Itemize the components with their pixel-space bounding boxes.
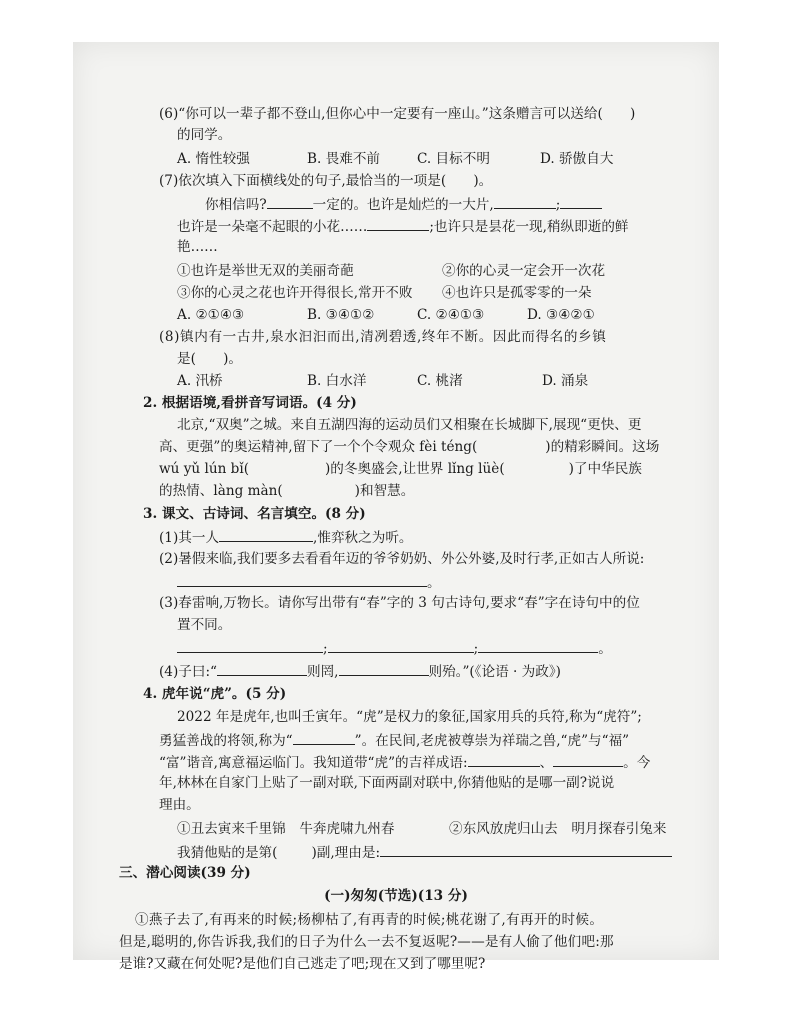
q3-blank-4[interactable] (328, 638, 474, 653)
q4-text: 勇猛善战的将领,称为“ (159, 733, 293, 749)
q7-choice-4: ④也许只是孤零零的一朵 (442, 285, 592, 301)
q7-choice-2: ②你的心灵一定会开一次花 (442, 263, 606, 279)
bleed-through-text (649, 112, 719, 492)
q2-text: )的冬奥盛会,让世界 lǐng lüè( (325, 461, 505, 477)
passage-line1: ①燕子去了,有再来的时候;杨柳枯了,有再青的时候;桃花谢了,有再开的时候。 (135, 912, 604, 928)
q3-blank-6[interactable] (217, 661, 307, 676)
q4-line2 (159, 730, 629, 750)
q7-text: 你相信吗? (205, 197, 267, 213)
q4-text: “富”谐音,寓意福运临门。我知道带“虎”的吉祥成语: (159, 755, 468, 771)
q8-option-d[interactable]: D. 涌泉 (542, 373, 589, 389)
q4-text: )副,理由是: (311, 845, 381, 861)
q4-line4: 年,林林在自家门上贴了一副对联,下面两副对联中,你猜他贴的是哪一副?说说 (159, 775, 615, 791)
q7-option-d[interactable]: D. ③④②① (527, 307, 595, 323)
q4-blank-2[interactable] (468, 752, 540, 767)
section3-title: 三、潜心阅读(39 分) (119, 865, 251, 881)
q2-text: 高、更强”的奥运精神,留下了一个个令观众 fèi téng( (159, 439, 478, 455)
q3-item3-answers (177, 638, 612, 658)
q7-text: ; (555, 197, 561, 213)
q7-blank-4[interactable] (367, 216, 429, 231)
q7-choices-row2 (177, 284, 592, 302)
q3-item4 (159, 661, 561, 681)
q7-text: ;也许只是昙花一现,稍纵即逝的鲜 (429, 219, 629, 235)
q2-text: )了中华民族 (568, 461, 642, 477)
q4-couplet-2: ②东风放虎归山去 明月探春引兔来 (449, 821, 667, 837)
q3-blank-1[interactable] (219, 527, 313, 542)
q8-stem-line2: 是( )。 (177, 351, 242, 367)
q7-blank-3[interactable] (560, 194, 602, 209)
passage-line2: 但是,聪明的,你告诉我,我们的日子为什么一去不复返呢?——是有人偷了他们吧:那 (119, 934, 614, 950)
q4-reason-blank[interactable] (380, 842, 672, 857)
reading-passage-title: (一)匆匆(节选)(13 分) (324, 888, 468, 904)
q2-text: )的精彩瞬间。这场 (545, 439, 660, 455)
q3-text: 。 (427, 575, 441, 591)
q2-line3 (159, 460, 642, 478)
q6-option-d[interactable]: D. 骄傲自大 (540, 151, 614, 167)
q7-option-b[interactable]: B. ③④①② (307, 307, 375, 323)
q7-blank-1[interactable] (267, 194, 313, 209)
q3-blank-7[interactable] (339, 661, 429, 676)
q3-item2: (2)暑假来临,我们要多去看看年迈的爷爷奶奶、外公外婆,及时行孝,正如古人所说: (159, 551, 645, 567)
q4-couplet-1: ①丑去寅来千里锦 牛奔虎啸九州春 (177, 821, 395, 837)
q7-passage-line1 (205, 194, 602, 214)
q6-stem-line1: (6)“你可以一辈子都不登山,但你心中一定要有一座山。”这条赠言可以送给( ) (159, 106, 636, 122)
q3-text: 。 (598, 641, 612, 657)
q4-line3 (159, 752, 650, 772)
q7-options (177, 306, 595, 324)
q3-item3: (3)春雷响,万物长。请你写出带有“春”字的 3 句古诗句,要求“春”字在诗句中的位 (159, 595, 640, 611)
q2-title: 2. 根据语境,看拼音写词语。(4 分) (143, 395, 357, 411)
q4-text: ”。在民间,老虎被尊崇为祥瑞之兽,“虎”与“福” (354, 733, 630, 749)
q4-blank-3[interactable] (553, 752, 623, 767)
q3-text: ; (473, 641, 479, 657)
q6-option-b[interactable]: B. 畏难不前 (307, 151, 381, 167)
q8-stem-line1: (8)镇内有一古井,泉水汩汩而出,清冽碧透,终年不断。因此而得名的乡镇 (159, 329, 607, 345)
q3-blank-5[interactable] (478, 638, 598, 653)
q3-item2-answer (177, 572, 441, 592)
q2-line1: 北京,“双奥”之城。来自五湖四海的运动员们又相聚在长城脚下,展现“更快、更 (177, 417, 642, 433)
q7-option-a[interactable]: A. ②①④③ (177, 307, 245, 323)
q3-text: ,惟弈秋之为听。 (313, 530, 413, 546)
q2-line4 (159, 482, 414, 500)
q3-text: (4)子曰:“ (159, 664, 217, 680)
q3-item3-line2: 置不同。 (177, 617, 232, 633)
q7-choices-row1 (177, 262, 605, 280)
q6-option-a[interactable]: A. 惰性较强 (177, 151, 250, 167)
q6-stem-line2: 的同学。 (177, 127, 232, 143)
q3-text: 则罔, (306, 664, 339, 680)
q3-title: 3. 课文、古诗词、名言填空。(8 分) (143, 506, 366, 522)
q7-blank-2[interactable] (494, 194, 556, 209)
q7-passage-line2 (177, 216, 629, 236)
q4-text: 、 (539, 755, 554, 771)
exam-paper (73, 42, 719, 972)
q4-line1: 2022 年是虎年,也叫壬寅年。“虎”是权力的象征,国家用兵的兵符,称为“虎符”; (177, 709, 642, 725)
q6-options (177, 150, 613, 168)
q4-title: 4. 虎年说“虎”。(5 分) (143, 686, 287, 702)
q4-text: 我猜他贴的是第( (177, 845, 278, 861)
q8-options (177, 372, 588, 390)
q2-text: wú yǔ lún bǐ( (159, 461, 249, 477)
q3-text: ; (323, 641, 328, 657)
q4-text: 。今 (623, 755, 651, 771)
q7-text: 一定的。也许是灿烂的一大片, (312, 197, 494, 213)
q4-couplets (177, 820, 667, 838)
q8-option-c[interactable]: C. 桃渚 (417, 373, 463, 389)
q3-item1 (159, 527, 413, 547)
q3-text: (1)其一人 (159, 530, 220, 546)
q3-blank-3[interactable] (177, 638, 323, 653)
q2-text: )和智慧。 (354, 483, 415, 499)
q4-line5: 理由。 (159, 797, 200, 813)
q3-text: 则殆。”(《论语 · 为政》) (428, 664, 561, 680)
q7-choice-3: ③你的心灵之花也许开得很长,常开不败 (177, 285, 413, 301)
q6-option-c[interactable]: C. 目标不明 (417, 151, 490, 167)
q4-blank-1[interactable] (293, 730, 355, 745)
passage-line3: 是谁?又藏在何处呢?是他们自己逃走了吧;现在又到了哪里呢? (119, 956, 486, 972)
q7-choice-1: ①也许是举世无双的美丽奇葩 (177, 263, 354, 279)
q8-option-a[interactable]: A. 汛桥 (177, 373, 223, 389)
q7-text: 也许是一朵毫不起眼的小花…… (177, 219, 368, 235)
q7-stem: (7)依次填入下面横线处的句子,最恰当的一项是( )。 (159, 173, 493, 189)
q2-text: 的热情、làng màn( (159, 483, 283, 499)
q7-passage-line3: 艳…… (177, 239, 218, 255)
q2-line2 (159, 438, 659, 456)
q3-blank-2[interactable] (177, 572, 427, 587)
q8-option-b[interactable]: B. 白水洋 (307, 373, 367, 389)
q4-answer (177, 842, 672, 862)
q7-option-c[interactable]: C. ②④①③ (417, 307, 485, 323)
